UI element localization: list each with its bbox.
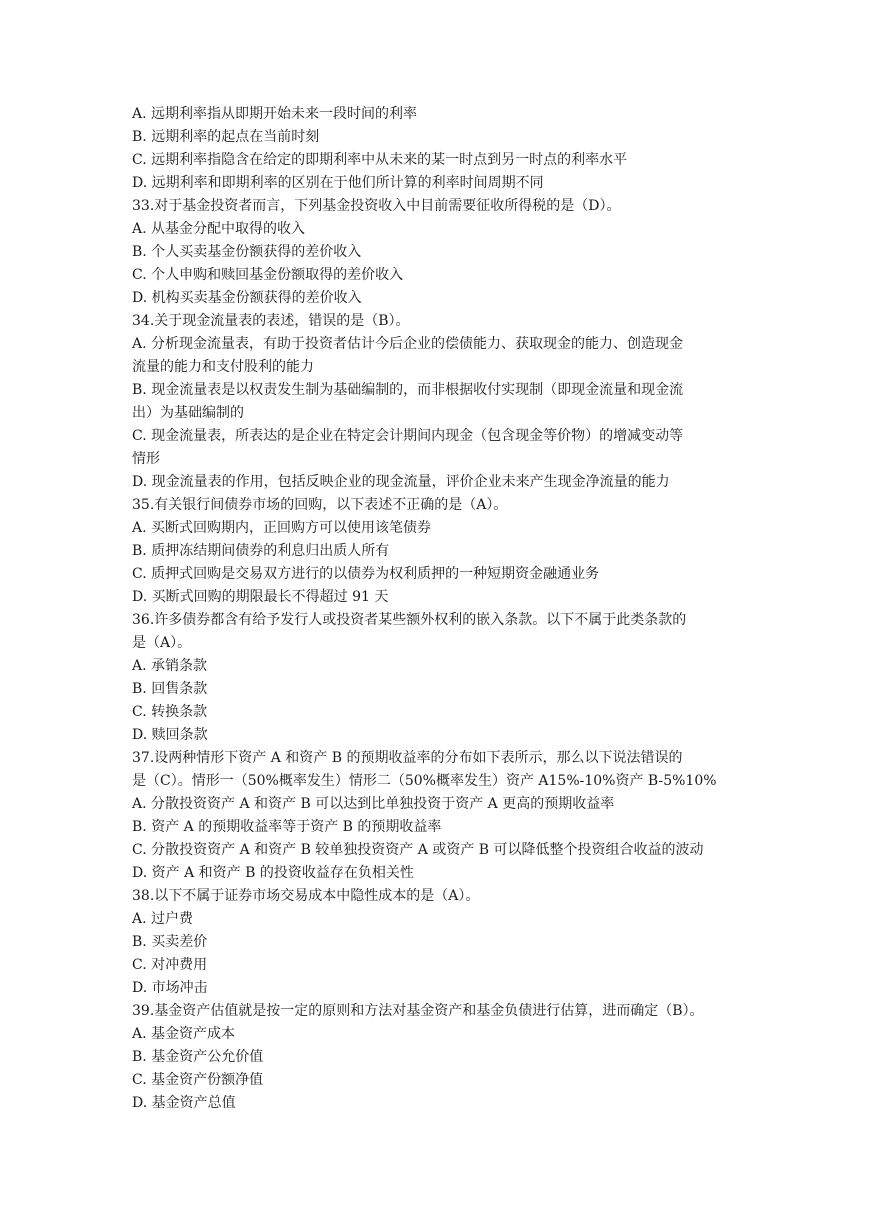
option-line: C. 现金流量表，所表达的是企业在特定会计期间内现金（包含现金等价物）的增减变动等: [132, 428, 684, 444]
question-39: 39.基金资产估值就是按一定的原则和方法对基金资产和基金负债进行估算，进而确定（B）。: [132, 1003, 704, 1019]
question-36-cont: 是（A）。: [132, 635, 192, 651]
option-line: B. 个人买卖基金份额获得的差价收入: [132, 244, 362, 260]
option-line: B. 回售条款: [132, 681, 208, 697]
question-38: 38.以下不属于证券市场交易成本中隐性成本的是（A）。: [132, 888, 480, 904]
document-body: [132, 103, 740, 1115]
question-35: 35.有关银行间债券市场的回购，以下表述不正确的是（A）。: [132, 497, 508, 513]
option-line: A. 基金资产成本: [132, 1026, 236, 1042]
option-line: A. 买断式回购期内，正回购方可以使用该笔债券: [132, 520, 432, 536]
option-line: D. 机构买卖基金份额获得的差价收入: [132, 290, 362, 306]
option-line: A. 从基金分配中取得的收入: [132, 221, 306, 237]
option-line: D. 资产 A 和资产 B 的投资收益存在负相关性: [132, 865, 414, 881]
question-36: 36.许多债券都含有给予发行人或投资者某些额外权利的嵌入条款。以下不属于此类条款的: [132, 612, 687, 628]
option-line: D. 赎回条款: [132, 727, 208, 743]
option-line: A. 过户费: [132, 911, 194, 927]
option-line: C. 对冲费用: [132, 957, 208, 973]
option-line: D. 市场冲击: [132, 980, 208, 996]
option-line: A. 分析现金流量表，有助于投资者估计今后企业的偿债能力、获取现金的能力、创造现金: [132, 336, 684, 352]
option-line: D. 远期利率和即期利率的区别在于他们所计算的利率时间周期不同: [132, 175, 544, 191]
option-line: 情形: [132, 451, 160, 467]
option-line: C. 远期利率指隐含在给定的即期利率中从未来的某一时点到另一时点的利率水平: [132, 152, 628, 168]
option-line: C. 分散投资资产 A 和资产 B 较单独投资资产 A 或资产 B 可以降低整个投资组合收益的波动: [132, 842, 704, 858]
option-line: B. 质押冻结期间债券的利息归出质人所有: [132, 543, 390, 559]
option-line: C. 质押式回购是交易双方进行的以债券为权利质押的一种短期资金融通业务: [132, 566, 600, 582]
question-37-cont: 是（C）。情形一（50%概率发生）情形二（50%概率发生）资产 A15%-10%资产 B-5%10%: [132, 773, 717, 789]
option-line: D. 基金资产总值: [132, 1095, 236, 1111]
option-line: A. 承销条款: [132, 658, 208, 674]
option-line: C. 转换条款: [132, 704, 208, 720]
option-line: A. 分散投资资产 A 和资产 B 可以达到比单独投资于资产 A 更高的预期收益率: [132, 796, 615, 812]
question-34: 34.关于现金流量表的表述，错误的是（B）。: [132, 313, 410, 329]
option-line: D. 买断式回购的期限最长不得超过 91 天: [132, 589, 389, 605]
option-line: C. 个人申购和赎回基金份额取得的差价收入: [132, 267, 404, 283]
option-line: B. 现金流量表是以权责发生制为基础编制的，而非根据收付实现制（即现金流量和现金流: [132, 382, 684, 398]
option-line: B. 远期利率的起点在当前时刻: [132, 129, 320, 145]
option-line: D. 现金流量表的作用，包括反映企业的现金流量，评价企业未来产生现金净流量的能力: [132, 474, 670, 490]
option-line: B. 资产 A 的预期收益率等于资产 B 的预期收益率: [132, 819, 442, 835]
option-line: 出）为基础编制的: [132, 405, 244, 421]
question-33: 33.对于基金投资者而言，下列基金投资收入中目前需要征收所得税的是（D）。: [132, 198, 621, 214]
option-line: 流量的能力和支付股利的能力: [132, 359, 314, 375]
option-line: A. 远期利率指从即期开始未来一段时间的利率: [132, 106, 418, 122]
question-37: 37.设两种情形下资产 A 和资产 B 的预期收益率的分布如下表所示，那么以下说法错误的: [132, 750, 683, 766]
option-line: C. 基金资产份额净值: [132, 1072, 264, 1088]
option-line: B. 买卖差价: [132, 934, 208, 950]
option-line: B. 基金资产公允价值: [132, 1049, 264, 1065]
